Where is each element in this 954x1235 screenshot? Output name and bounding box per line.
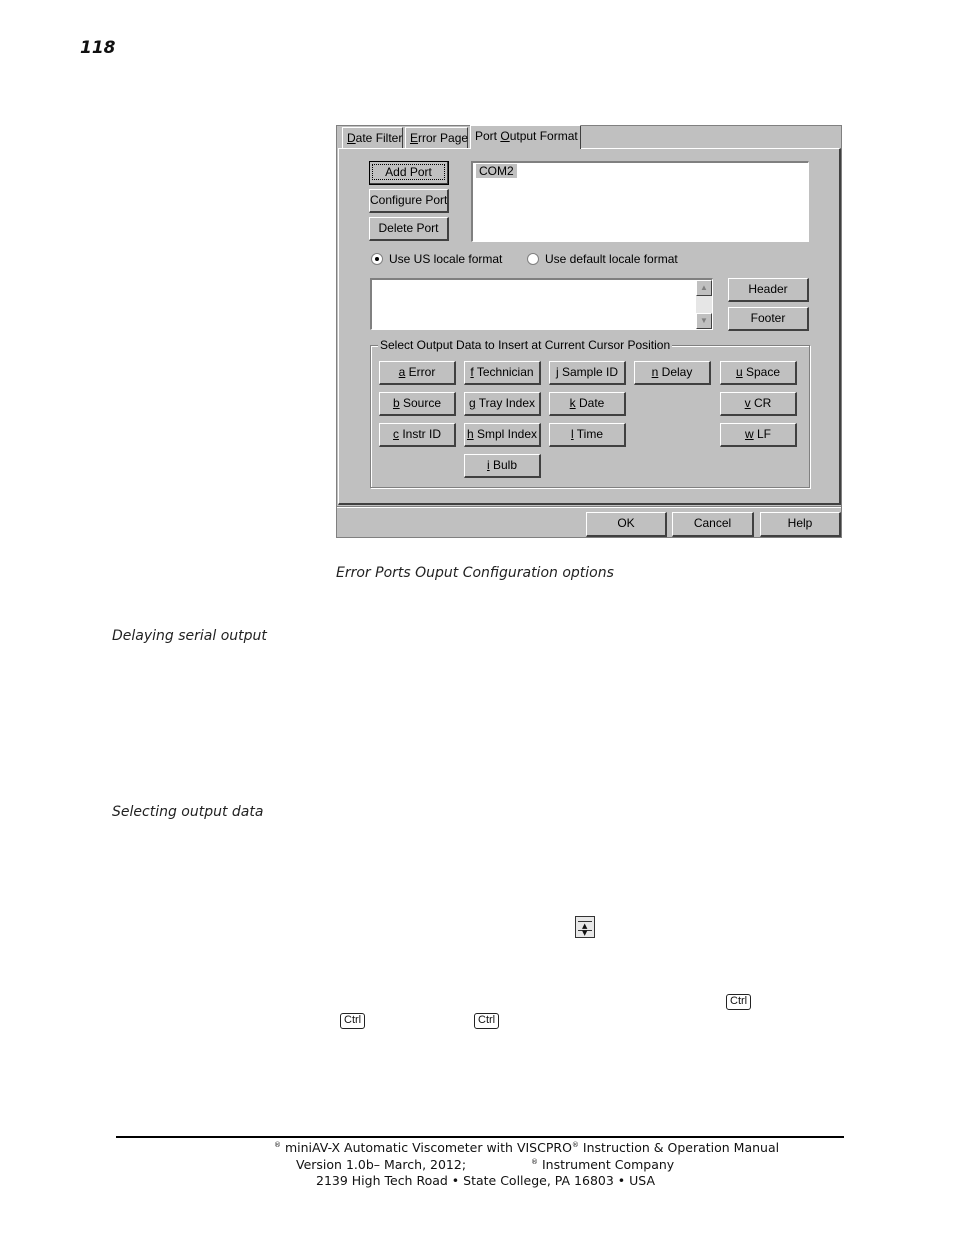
footer-line-2: Version 1.0b– March, 2012;	[296, 1157, 467, 1172]
ctrl-key-icon: Ctrl	[474, 1013, 499, 1029]
heading-selecting-output-data: Selecting output data	[112, 804, 264, 820]
scroll-down-icon[interactable]: ▼	[696, 313, 712, 329]
footer-button[interactable]: Footer	[728, 307, 809, 331]
delay-button[interactable]: n Delay	[634, 361, 711, 385]
tab-error-page[interactable]: Error Page	[405, 127, 468, 149]
heading-delaying-serial-output: Delaying serial output	[112, 628, 267, 644]
radio-us-locale[interactable]	[371, 252, 502, 266]
technician-button[interactable]: f Technician	[464, 361, 541, 385]
vertical-scrollbar[interactable]	[696, 280, 712, 329]
port-listbox[interactable]	[471, 161, 809, 242]
radio-us-label: Use US locale format	[389, 252, 503, 266]
page-number: 118	[80, 38, 116, 58]
ctrl-key-icon: Ctrl	[340, 1013, 365, 1029]
group-label: Select Output Data to Insert at Current Cursor Position	[380, 338, 671, 352]
scroll-up-icon[interactable]: ▲	[696, 280, 712, 296]
smpl-index-button[interactable]: h Smpl Index	[464, 423, 541, 447]
add-port-button[interactable]: Add Port	[369, 161, 449, 185]
radio-default-label: Use default locale format	[545, 252, 678, 266]
tray-index-button[interactable]: g Tray Index	[464, 392, 541, 416]
list-item[interactable]: COM2	[476, 164, 517, 178]
radio-checked-icon	[371, 253, 383, 265]
footer-line-3: 2139 High Tech Road • State College, PA 16803 • USA	[316, 1173, 656, 1188]
error-button[interactable]: a Error	[379, 361, 456, 385]
header-button[interactable]: Header	[728, 278, 809, 302]
footer-line-1: ® miniAV-X Automatic Viscometer with VISCPRO® Instruction & Operation Manual	[274, 1140, 780, 1155]
list-spinner-icon: ▲ ▼	[575, 916, 595, 938]
delete-port-button[interactable]: Delete Port	[369, 217, 449, 241]
bulb-button[interactable]: i Bulb	[464, 454, 541, 478]
lf-button[interactable]: w LF	[720, 423, 797, 447]
tab-port-output-format[interactable]: Port Output Format	[470, 125, 581, 149]
ctrl-key-icon: Ctrl	[726, 994, 751, 1010]
ok-button[interactable]: OK	[586, 512, 667, 537]
help-button[interactable]: Help	[760, 512, 841, 537]
date-button[interactable]: k Date	[549, 392, 626, 416]
figure-caption: Error Ports Ouput Configuration options	[336, 565, 614, 581]
tab-date-filter[interactable]: Date Filter	[342, 127, 403, 149]
source-button[interactable]: b Source	[379, 392, 456, 416]
configure-port-button[interactable]: Configure Port	[369, 189, 449, 213]
footer-rule	[116, 1136, 844, 1138]
cancel-button[interactable]: Cancel	[672, 512, 754, 537]
sample-id-button[interactable]: j Sample ID	[549, 361, 626, 385]
space-button[interactable]: u Space	[720, 361, 797, 385]
format-textarea[interactable]	[370, 278, 713, 330]
time-button[interactable]: l Time	[549, 423, 626, 447]
instr-id-button[interactable]: c Instr ID	[379, 423, 456, 447]
cr-button[interactable]: v CR	[720, 392, 797, 416]
footer-line-2b: ® Instrument Company	[531, 1157, 675, 1172]
port-output-dialog	[336, 125, 842, 538]
radio-default-locale[interactable]	[527, 252, 678, 266]
radio-unchecked-icon	[527, 253, 539, 265]
